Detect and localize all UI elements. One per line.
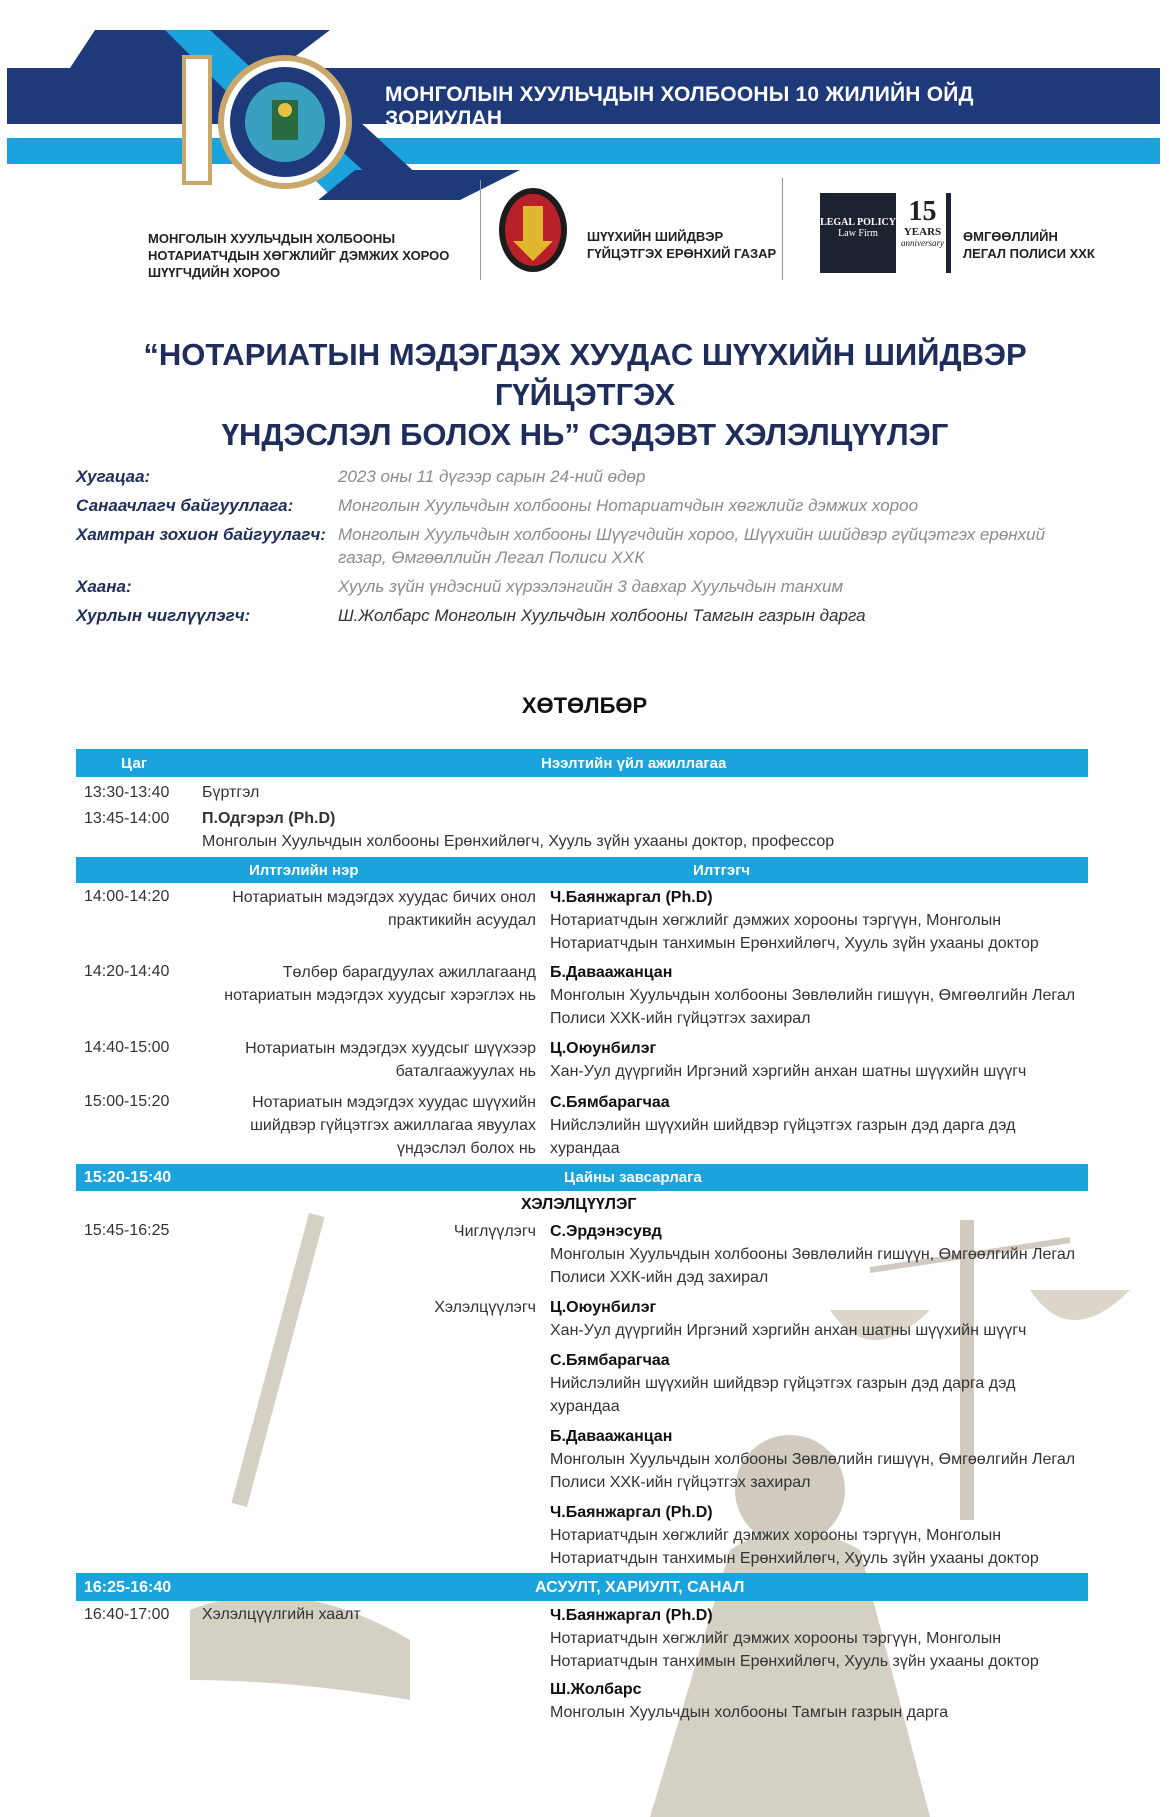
table-row: 13:30-13:40 Бүртгэл (84, 784, 260, 801)
table-row: Ш.Жолбарс Монголын Хуульчдын холбооны Тамгын газрын дарга (550, 1681, 949, 1721)
table-row: 13:45-14:00 П.Одгэрэл (Ph.D) Монголын Хуульчдын холбооны Ерөнхийлөгч, Хууль зүйн ухааны доктор, профессор (84, 810, 835, 850)
org2-name: ШҮҮХИЙН ШИЙДВЭР ГҮЙЦЭТГЭХ ЕРӨНХИЙ ГАЗАР (587, 229, 777, 261)
bar-association-seal-logo (180, 55, 355, 190)
qa-row: 16:25-16:40 АСУУЛТ, ХАРИУЛТ, САНАЛ (76, 1573, 1088, 1601)
banner-title: МОНГОЛЫН ХУУЛЬЧДЫН ХОЛБООНЫ 10 ЖИЛИЙН ОЙД ЗОРИУЛАН (385, 83, 974, 130)
table-row: 16:40-17:00 Хэлэлцүүлгийн хаалт Ч.Баянжаргал (Ph.D) Нотариатчдын хөгжлийг дэмжих хорооны тэргүүн, Монголын Нотариатчдын танхимын Ерөнхийлөгч, Хууль зүйн ухааны доктор (84, 1606, 1039, 1670)
legal-policy-logo: LEGAL POLICY Law Firm (820, 193, 896, 273)
legal-policy-15-years: 15 YEARS anniversary (901, 196, 944, 248)
table-row: 15:45-16:25 Чиглүүлэгч С.Эрдэнэсувд Монголын Хуульчдын холбооны Зөвлөлийн гишүүн, Өмгөөлгийн Легал Полиси ХХК-ийн дэд захирал (84, 1222, 1076, 1286)
divider (782, 178, 783, 280)
seal-text (190, 55, 223, 56)
table-row: 15:00-15:20 Нотариатын мэдэгдэх хуудас шүүхийн шийдвэр гүйцэтгэх ажиллагаа явуулах үндэслэл болох нь С.Бямбарагчаа Нийслэлийн шүүхийн шийдвэр гүйцэтгэх газрын дэд дарга дэд хурандаа (84, 1093, 1016, 1157)
break-row: 15:20-15:40 Цайны завсарлага (76, 1164, 1088, 1191)
table-row: С.Бямбарагчаа Нийслэлийн шүүхийн шийдвэр гүйцэтгэх газрын дэд дарга дэд хурандаа (550, 1352, 1016, 1415)
org3-name: ӨМГӨӨЛЛИЙН ЛЕГАЛ ПОЛИСИ ХХК (963, 229, 1095, 261)
event-info (76, 465, 1106, 633)
program-table (76, 749, 1088, 1727)
legal-policy-bar (946, 193, 951, 273)
anniversary-number (150, 60, 151, 61)
page-title: “НОТАРИАТЫН МЭДЭГДЭХ ХУУДАС ШҮҮХИЙН ШИЙДВЭР ГҮЙЦЭТГЭХ ҮНДЭСЛЭЛ БОЛОХ НЬ” СЭДЭВТ ХЭЛЭЛЦҮҮЛЭГ (143, 337, 1027, 452)
table-header: Илтгэлийн нэр Илтгэгч (76, 857, 1088, 883)
discussion-title: ХЭЛЭЛЦҮҮЛЭГ (521, 1196, 637, 1213)
table-row: 14:00-14:20 Нотариатын мэдэгдэх хуудас бичих онол практикийн асуудал Ч.Баянжаргал (Ph.D) Нотариатчдын хөгжлийг дэмжих хорооны тэргүүн, Монголын Нотариатчдын танхимын Ерөнхийлөгч, Хууль зүйн ухааны доктор (84, 888, 1039, 952)
table-row: Ч.Баянжаргал (Ph.D) Нотариатчдын хөгжлийг дэмжих хорооны тэргүүн, Монголын Нотариатчдын танхимын Ерөнхийлөгч, Хууль зүйн ухааны доктор (550, 1504, 1039, 1567)
info-row: Хаана: Хууль зүйн үндэсний хүрээлэнгийн 3 давхар Хуульчдын танхим (76, 577, 844, 596)
court-enforcement-emblem (498, 186, 568, 274)
info-row: Санаачлагч байгууллага: Монголын Хуульчдын холбооны Нотариатчдын хөгжлийг дэмжих хороо (76, 496, 919, 515)
table-row: Хэлэлцүүлэгч Ц.Оюунбилэг Хан-Уул дүүргийн Иргэний хэргийн анхан шатны шүүхийн шүүгч (434, 1299, 1027, 1339)
table-row: 14:40-15:00 Нотариатын мэдэгдэх хуудсыг шүүхээр баталгаажуулах нь Ц.Оюунбилэг Хан-Уул дүүргийн Иргэний хэргийн анхан шатны шүүхийн шүүгч (84, 1039, 1027, 1080)
program-title: ХӨТӨЛБӨР (521, 693, 648, 718)
table-header: Цаг Нээлтийн үйл ажиллагаа (76, 749, 1088, 777)
table-row: 14:20-14:40 Төлбөр барагдуулах ажиллагаанд нотариатын мэдэгдэх хуудсыг хэрэглэх нь Б.Даваажанцан Монголын Хуульчдын холбооны Зөвлөлийн гишүүн, Өмгөөлгийн Легал Полиси ХХК-ийн гүйцэтгэх захирал (84, 963, 1076, 1027)
info-row: Хурлын чиглүүлэгч: Ш.Жолбарс Монголын Хуульчдын холбооны Тамгын газрын дарга (76, 606, 866, 625)
divider (480, 180, 481, 280)
info-row: Хамтран зохион байгуулагч: Монголын Хуульчдын холбооны Шүүгчдийн хороо, Шүүхийн шийдвэр гүйцэтгэх ерөнхий газар, Өмгөөллийн Легал Полиси ХХК (76, 525, 1046, 567)
info-row: Хугацаа: 2023 оны 11 дүгээр сарын 24-ний өдөр (76, 467, 646, 486)
table-row: Б.Даваажанцан Монголын Хуульчдын холбооны Зөвлөлийн гишүүн, Өмгөөлгийн Легал Полиси ХХК-ийн гүйцэтгэх захирал (550, 1428, 1076, 1491)
org1-name: МОНГОЛЫН ХУУЛЬЧДЫН ХОЛБООНЫ НОТАРИАТЧДЫН ХӨГЖЛИЙГ ДЭМЖИХ ХОРОО ШҮҮГЧДИЙН ХОРОО (148, 231, 450, 280)
